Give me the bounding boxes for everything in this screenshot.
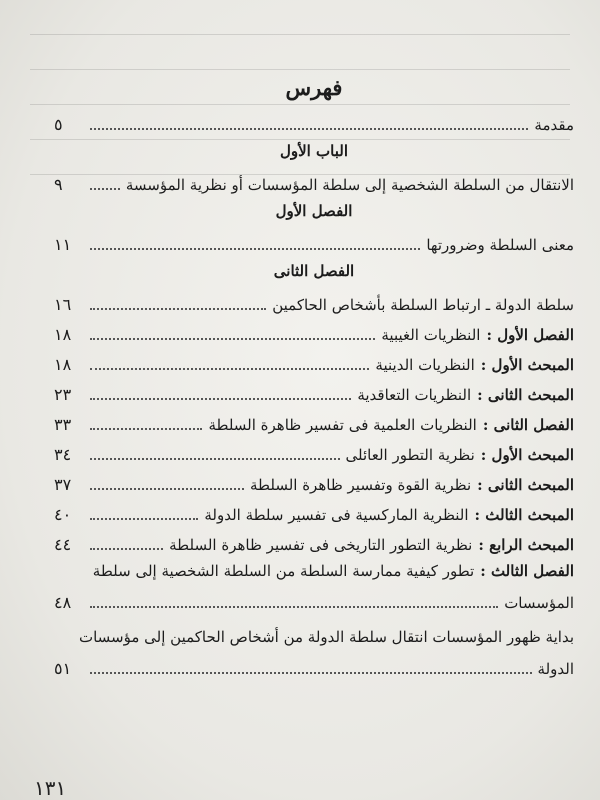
toc-entry (54, 496, 574, 526)
entry-text: النظريات الدينية (375, 356, 475, 374)
page-ref: ١٦ (54, 295, 72, 314)
entry-label: الفصل الثانى : (482, 416, 574, 434)
toc-entry (54, 376, 574, 406)
toc-entry (54, 166, 574, 196)
leader-dots (90, 308, 266, 310)
toc-entry (54, 406, 574, 436)
toc-entry-multiline (54, 556, 574, 614)
entry-label: الفصل الثالث : (480, 562, 574, 580)
entry-text: بداية ظهور المؤسسات انتقال سلطة الدولة من أشخاص الحاكمين إلى مؤسسات (78, 628, 574, 646)
leader-dots (90, 672, 532, 674)
toc-entry (54, 436, 574, 466)
page-number: ١٣١ (34, 776, 67, 800)
page-ref: ٩ (54, 175, 63, 194)
entry-text: النظريات العلمية فى تفسير ظاهرة السلطة (208, 416, 477, 434)
toc-entry (54, 226, 574, 256)
leader-dots (90, 458, 340, 460)
leader-dots (90, 338, 375, 340)
entry-text: تطور كيفية ممارسة السلطة من السلطة الشخصية إلى سلطة (92, 562, 475, 580)
entry-text: سلطة الدولة ـ ارتباط السلطة بأشخاص الحاكمين (272, 296, 574, 314)
entry-text: النظريات الغيبية (381, 326, 481, 344)
leader-dots (90, 248, 420, 250)
entry-text: المؤسسات (504, 594, 574, 612)
page-ref: ٣٧ (54, 475, 72, 494)
toc-entry-multiline (54, 622, 574, 680)
toc-entry (54, 526, 574, 556)
section-heading: الفصل الأول (275, 202, 353, 220)
entry-text: النظريات التعاقدية (357, 386, 472, 404)
page-ref: ٣٤ (54, 445, 72, 464)
entry-text: نظرية التطور العائلى (345, 446, 475, 464)
leader-dots (90, 606, 498, 608)
entry-label: المبحث الثالث : (474, 506, 574, 524)
toc-entry (54, 346, 574, 376)
entry-label: المبحث الثانى : (477, 476, 574, 494)
entry-text: النظرية الماركسية فى تفسير سلطة الدولة (204, 506, 469, 524)
section-heading: الباب الأول (279, 142, 349, 160)
page-ref: ٤٠ (54, 505, 72, 524)
entry-label: المبحث الأول : (480, 356, 574, 374)
leader-dots (90, 188, 120, 190)
page-ref: ٥١ (54, 659, 72, 678)
page-ref: ٤٤ (54, 535, 72, 554)
page-ref: ٣٣ (54, 415, 72, 434)
leader-dots (90, 128, 528, 130)
toc-title: فهرس (285, 75, 343, 100)
toc-entry (54, 466, 574, 496)
toc-entry-continuation (54, 650, 574, 680)
page-ref: ٤٨ (54, 593, 72, 612)
section-heading: الفصل الثانى (273, 262, 355, 280)
toc-entry (54, 106, 574, 136)
page-ref: ١٨ (54, 325, 72, 344)
entry-label: المبحث الثانى : (477, 386, 574, 404)
toc-entry-continuation (54, 584, 574, 614)
entry-text: نظرية التطور التاريخى فى تفسير ظاهرة السلطة (169, 536, 473, 554)
leader-dots (90, 548, 163, 550)
leader-dots (90, 398, 351, 400)
leader-dots (90, 488, 244, 490)
page-ref: ٥ (54, 115, 63, 134)
table-of-contents (54, 70, 574, 680)
leader-dots (90, 368, 369, 370)
leader-dots (90, 518, 198, 520)
toc-entry (54, 316, 574, 346)
entry-text: مقدمة (534, 116, 574, 134)
entry-text: الانتقال من السلطة الشخصية إلى سلطة المؤسسات أو نظرية المؤسسة (125, 176, 574, 194)
entry-label: المبحث الأول : (480, 446, 574, 464)
page-ref: ١١ (54, 235, 72, 254)
page-ref: ٢٣ (54, 385, 72, 404)
entry-label: الفصل الأول : (486, 326, 574, 344)
entry-text: معنى السلطة وضرورتها (426, 236, 574, 254)
entry-label: المبحث الرابع : (478, 536, 574, 554)
leader-dots (90, 428, 202, 430)
entry-text: نظرية القوة وتفسير ظاهرة السلطة (250, 476, 472, 494)
entry-text: الدولة (537, 660, 574, 678)
page-ref: ١٨ (54, 355, 72, 374)
toc-entry (54, 286, 574, 316)
